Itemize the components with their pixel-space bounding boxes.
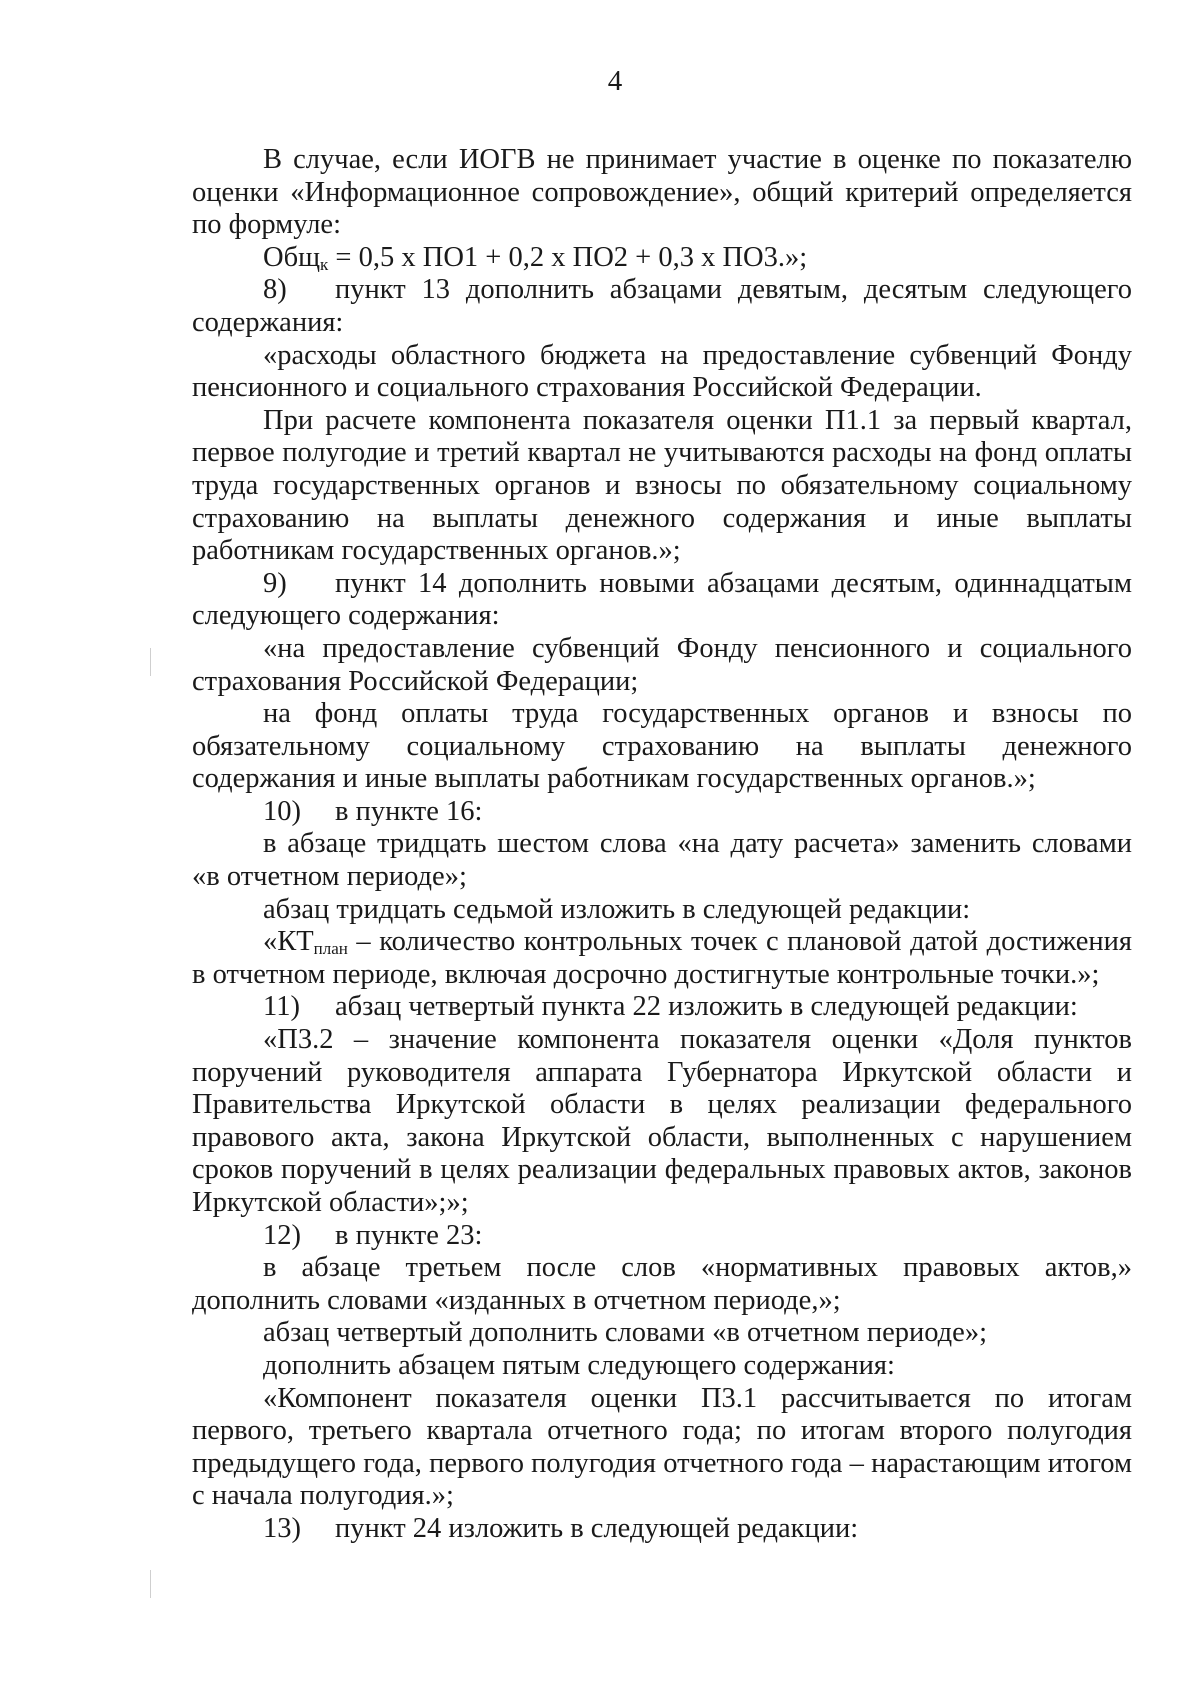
list-item-number: 13) (263, 1512, 301, 1544)
scan-artifact-mark (150, 648, 151, 676)
list-item-number: 12) (263, 1219, 301, 1251)
paragraph: «расходы областного бюджета на предоставление субвенций Фонду пенсионного и социального страхования Российской Федерации. (192, 339, 1132, 404)
list-item (192, 1220, 1132, 1253)
paragraph: В случае, если ИОГВ не принимает участие в оценке по показателю оценки «Информационное сопровождение», общий критерий определяется по формуле: (192, 144, 1132, 241)
list-item (192, 568, 1132, 633)
list-item (192, 991, 1132, 1024)
list-item-text: пункт 14 дополнить новыми абзацами десятым, одиннадцатым следующего содержания: (192, 567, 1132, 632)
paragraph: «Компонент показателя оценки П3.1 рассчитывается по итогам первого, третьего квартала отчетного года; по итогам второго полугодия предыдущего года, первого полугодия отчетного года – нарастающим итогом с начала полугодия.»; (192, 1382, 1132, 1512)
paragraph: абзац тридцать седьмой изложить в следующей редакции: (263, 893, 971, 925)
paragraph: в абзаце третьем после слов «нормативных правовых актов,» дополнить словами «изданных в отчетном периоде,»; (192, 1252, 1132, 1316)
list-item-text: пункт 13 дополнить абзацами девятым, десятым следующего содержания: (192, 274, 1132, 338)
list-item-text: пункт 24 изложить в следующей редакции: (335, 1512, 859, 1544)
formula-paragraph (192, 242, 1132, 275)
list-item-text: в пункте 16: (335, 795, 483, 827)
list-item-text: в пункте 23: (335, 1219, 483, 1251)
paragraph: абзац четвертый дополнить словами «в отчетном периоде»; (263, 1317, 987, 1349)
list-item-text: абзац четвертый пункта 22 изложить в следующей редакции: (335, 991, 1078, 1023)
list-item (192, 796, 1132, 829)
formula-subscript: план (313, 939, 348, 959)
scan-artifact-mark (150, 1570, 151, 1598)
formula-subscript: к (320, 254, 329, 274)
list-item-number: 9) (263, 567, 287, 599)
formula-prefix: «КТ (263, 926, 314, 958)
paragraph: в абзаце тридцать шестом слова «на дату расчета» заменить словами «в отчетном периоде»; (192, 828, 1132, 893)
list-item-number: 11) (263, 991, 300, 1023)
formula-body: = 0,5 х ПО1 + 0,2 х ПО2 + 0,3 х ПО3.»; (328, 241, 808, 273)
formula-paragraph (192, 926, 1132, 991)
paragraph: При расчете компонента показателя оценки П1.1 за первый квартал, первое полугодие и третий квартал не учитываются расходы на фонд оплаты труда государственных органов и взносы по обязательному социальному страхованию на выплаты денежного содержания и иные выплаты работникам государственных органов.»; (192, 404, 1132, 567)
document-body (192, 144, 1132, 1546)
paragraph: «П3.2 – значение компонента показателя оценки «Доля пунктов поручений руководителя аппарата Губернатора Иркутской области и Правительства Иркутской области в целях реализации федерального правового акта, закона Иркутской области, выполненных с нарушением сроков поручений в целях реализации федеральных правовых актов, законов Иркутской области»;»; (192, 1024, 1132, 1218)
paragraph: на фонд оплаты труда государственных органов и взносы по обязательному социальному страхованию на выплаты денежного содержания и иные выплаты работникам государственных органов.»; (192, 698, 1132, 795)
list-item-number: 8) (263, 274, 287, 306)
formula-body: – количество контрольных точек с плановой датой достижения в отчетном периоде, включая досрочно достигнутые контрольные точки.»; (192, 926, 1132, 990)
paragraph: «на предоставление субвенций Фонду пенсионного и социального страхования Российской Федерации; (192, 632, 1132, 697)
formula-prefix: Общ (263, 241, 321, 273)
list-item (192, 1513, 1132, 1546)
paragraph: дополнить абзацем пятым следующего содержания: (263, 1349, 895, 1381)
page-number: 4 (607, 65, 623, 97)
list-item (192, 274, 1132, 339)
list-item-number: 10) (263, 795, 301, 827)
